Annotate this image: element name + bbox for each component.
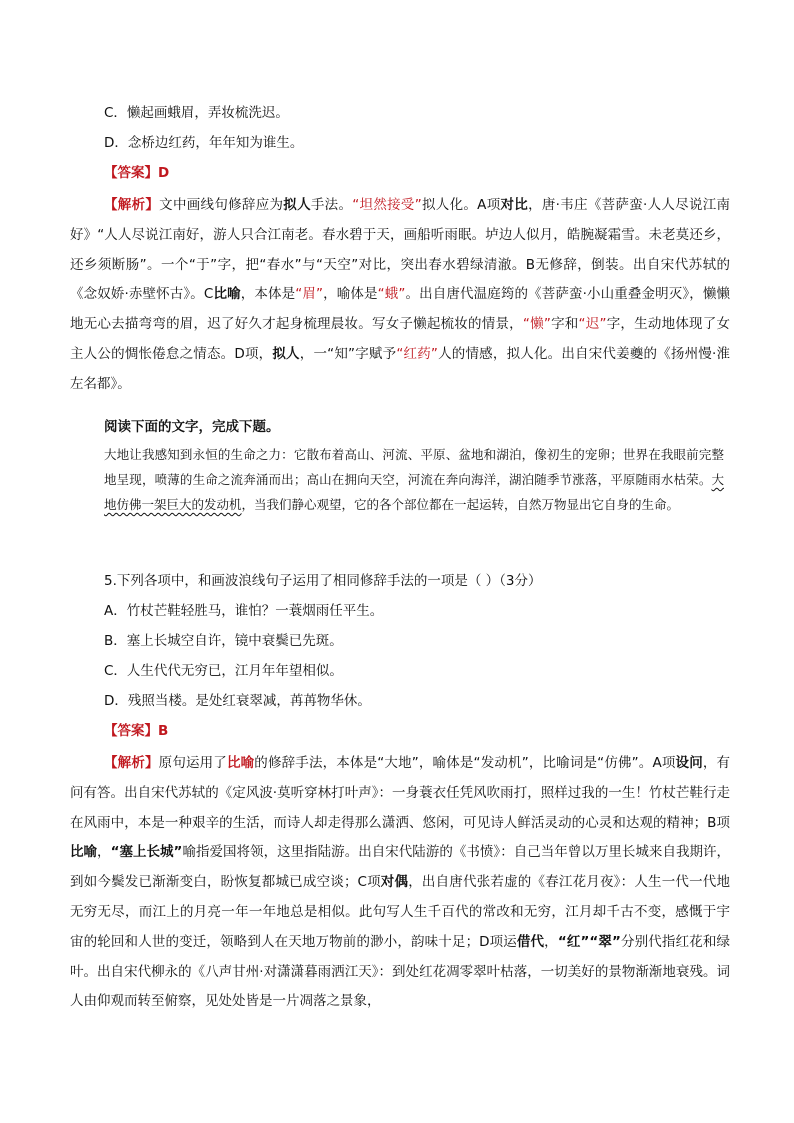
answer-value: D [158, 165, 170, 181]
q4-analysis-segment: 拟人 [272, 345, 300, 362]
passage-text-end: ，当我们静心观望，它的各个部位都在一起运转，自然万物显出它自身的生命。 [241, 497, 680, 512]
q5-analysis-segment: 比喻 [226, 755, 255, 771]
q4-analysis-segment: 文中画线句修辞应为 [159, 197, 284, 213]
q4-analysis-segment: 【解析】 [104, 197, 160, 213]
q5-analysis-segment: ， [544, 933, 558, 950]
q4-option-d: D．念桥边红药，年年知为谁生。 [104, 135, 304, 151]
q4-analysis-segment: 。出自唐代温庭筠的《菩萨蛮·小山重叠金明灭》，懒懒地无心去描弯弯的眉，迟了好久才起身梳理晨妆。写女子懒起梳妆的情景， [70, 286, 731, 333]
q5-analysis-segment: “塞上长城” [110, 844, 183, 861]
q5-analysis-segment: 设问 [675, 755, 703, 771]
reading-passage [104, 442, 724, 517]
q5-analysis-segment: 分别代指红花和绿叶。出自宋代柳永的《八声甘州·对潇潇暮雨洒江天》：到处红花凋零翠叶枯落，一切美好的景物渐渐地衰残。词人由仰观而转至俯察，见处处皆是一片凋落之景象， [70, 933, 730, 1010]
answer-label: 【答案】 [104, 723, 158, 739]
q4-analysis-segment: 拟人 [283, 197, 311, 213]
q4-analysis-segment: 人的情感，拟人化。出自宋代姜夔的《扬州慢·淮左名都》。 [70, 345, 730, 392]
q4-answer [104, 164, 169, 182]
q5-analysis-segment: ，出自唐代张若虚的《春江花月夜》：人生一代一代地无穷无尽，而江上的月亮一年一年地总是相似。此句写人生千百代的常改和无穷，江月却千古不变，感慨于宇宙的轮回和人世的变迁，领略到人在天地万物前的渺小，韵味十足；D项运 [70, 874, 731, 950]
passage-text: 大地让我感知到永恒的生命之力：它散布着高山、河流、平原、盆地和湖泊，像初生的宠卵；世界在我眼前完整地呈现，喷薄的生命之流奔涌而出；高山在拥向天空，河流在奔向海洋，湖泊随季节涨落，平原随雨水枯荣。 [104, 447, 724, 487]
q5-analysis-segment: 比喻 [70, 844, 98, 861]
q4-analysis-segment: ，唐·韦庄《菩萨蛮·人人尽说江南好》“人人尽说江南好，游人只合江南老。春水碧于天，画船听雨眠。垆边人似月，皓腕凝霜雪。未老莫还乡，还乡须断肠”。一个“于”字，把“春水”与“天空”对比，突出春水碧绿清澈。B无修辞，倒装。出自宋代苏轼的《念奴娇·赤壁怀古》。C [70, 197, 731, 303]
q5-analysis-segment: 对偶 [380, 874, 409, 891]
q4-analysis-segment: 对比 [500, 197, 529, 213]
q5-analysis-segment: ，有问有答。出自宋代苏轼的《定风波·莫听穿林打叶声》：一身蓑衣任凭风吹雨打，照样过我的一生！竹杖芒鞋行走在风雨中，本是一种艰辛的生活，而诗人却走得那么潇洒、悠闲，可见诗人鲜活灵动的心灵和达观的精神；B项 [70, 755, 731, 831]
q5-analysis-segment: 原句运用了 [158, 755, 227, 771]
q4-analysis-segment: 比喻 [213, 286, 241, 303]
q4-analysis-segment: 拟人化。A项 [421, 197, 501, 213]
q5-analysis [70, 749, 730, 1017]
q4-analysis-segment: “迟” [578, 316, 607, 333]
q4-analysis-segment: “蛾” [377, 286, 406, 303]
q5-analysis-segment: “红”“翠” [557, 933, 621, 950]
q4-analysis [70, 191, 730, 400]
q5-option-b: B．塞上长城空自许，镜中衰鬓已先斑。 [104, 633, 343, 649]
answer-value: B [158, 723, 169, 739]
q5-analysis-segment: 的修辞手法，本体是“大地”，喻体是“发动机”，比喻词是“仿佛”。A项 [254, 755, 676, 771]
q4-analysis-segment: ，一“知”字赋予 [299, 345, 397, 362]
passage-wavy-sentence: 大地仿佛一架巨大的发动机 [104, 472, 724, 512]
q4-analysis-segment: ，喻体是 [322, 286, 378, 303]
q5-answer [104, 722, 168, 740]
q4-analysis-segment: 手法。 [310, 197, 353, 213]
q5-option-a: A．竹杖芒鞋轻胜马，谁怕？一蓑烟雨任平生。 [104, 603, 384, 619]
reading-instruction: 阅读下面的文字，完成下题。 [104, 419, 280, 435]
q4-analysis-segment: ，本体是 [240, 286, 296, 303]
q4-analysis-segment: 字和 [550, 316, 579, 333]
q5-stem: 5.下列各项中，和画波浪线句子运用了相同修辞手法的一项是（ ）（3分） [104, 573, 542, 589]
answer-label: 【答案】 [104, 165, 158, 181]
q5-analysis-segment: ， [97, 844, 111, 861]
q4-analysis-segment: “懒” [522, 316, 551, 333]
q5-option-d: D．残照当楼。是处红衰翠减，苒苒物华休。 [104, 693, 371, 709]
q5-analysis-segment: 喻指爱国将领，这里指陆游。出自宋代陆游的《书愤》：自己当年曾以万里长城来自我期许，到如今鬓发已渐渐变白，盼恢复都城已成空谈；C项 [70, 844, 731, 891]
q5-option-c: C．人生代代无穷已，江月年年望相似。 [104, 663, 343, 679]
q4-analysis-segment: “坦然接受” [352, 197, 422, 213]
q4-analysis-segment: “红药” [396, 345, 438, 362]
q4-option-c: C．懒起画蛾眉，弄妆梳洗迟。 [104, 105, 289, 121]
q4-analysis-segment: “眉” [295, 286, 323, 303]
q4-analysis-segment: 字，生动地体现了女主人公的惆怅倦怠之情态。D项， [70, 316, 731, 362]
q5-analysis-segment: 借代 [516, 933, 545, 950]
q5-analysis-segment: 【解析】 [104, 755, 159, 771]
